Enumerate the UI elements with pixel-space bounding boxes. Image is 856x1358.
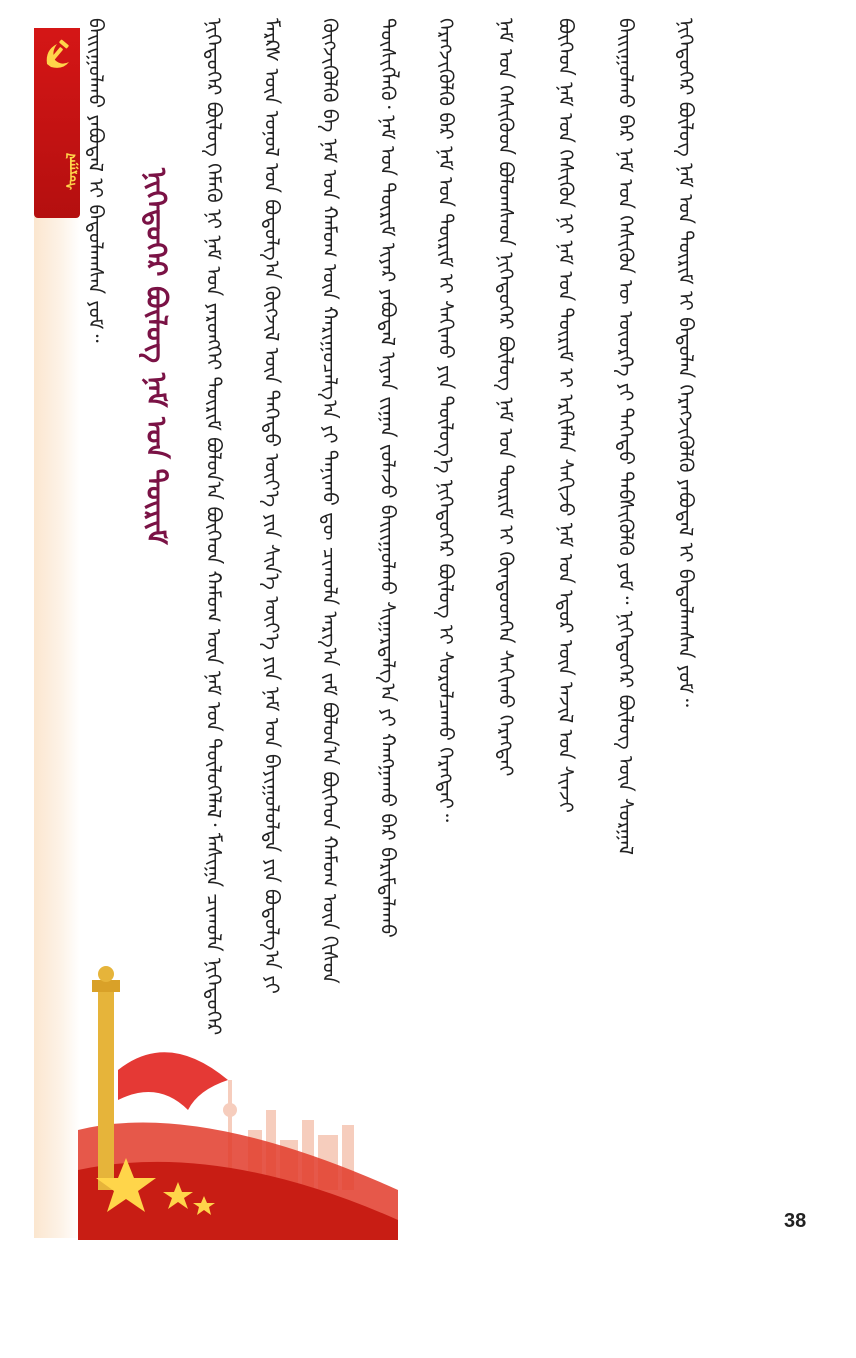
page-title: ᠨᠢᠭᠡᠳᠦᠭᠡᠷ ᠪᠦᠯᠦᠭ ᠨᠠᠮ ᠤᠨ ᠳᠦᠷᠢᠮ bbox=[140, 168, 173, 545]
text-column: ᠨᠠᠮ ᠤᠨ ᠭᠡᠰᠢᠭᠦᠳ ᠪᠣᠯᠤᠭᠰᠠᠳ ᠨᠢᠭᠡᠳᠦᠭᠡᠷ ᠪᠦᠯᠦᠭ ᠨᠠᠮ ᠤᠨ ᠳᠦᠷᠢᠮ ᠢ ᠬᠦᠨᠳᠦᠳᠬᠡᠨ ᠰᠠᠬᠢᠬᠤ ᠬᠡᠷᠡᠭᠲᠡᠢ bbox=[494, 18, 518, 777]
text-column: ᠨᠢᠭᠡᠳᠦᠭᠡᠷ ᠪᠦᠯᠦᠭ ᠨᠠᠮ ᠤᠨ ᠳᠦᠷᠢᠮ ᠢ ᠪᠠᠲᠤᠯᠠᠨ ᠬᠡᠷᠡᠭᠵᠢᠭᠦᠯᠬᠦ ᠶᠠᠪᠤᠳᠠᠯ ᠢ ᠪᠠᠲᠤᠯᠠᠭᠰᠠᠨ ᠶᠤᠮ᠃ bbox=[674, 18, 698, 707]
header-tab-label: ᠰᠤᠷᠭᠠᠯ bbox=[65, 152, 80, 190]
text-column: ᠪᠥᠭᠡᠳ ᠨᠠᠮ ᠤᠨ ᠭᠡᠰᠢᠭᠦᠨ ᠨᠢ ᠨᠠᠮ ᠤᠨ ᠳᠦᠷᠢᠮ ᠢ ᠡᠷᠬᠢᠮᠯᠡᠨ ᠰᠠᠬᠢᠵᠤ ᠨᠠᠮ ᠤᠨ ᠡᠳᠦᠷ ᠦᠨ ᠠᠵᠢᠯ ᠤᠨ ᠰᠢᠨᠵᠢ bbox=[554, 18, 578, 813]
text-column: ᠬᠥᠭᠵᠢᠭᠦᠯᠬᠦ ᠪᠠ ᠨᠠᠮ ᠤᠨ ᠬᠠᠮᠤᠭ ᠦᠨ ᠬᠠᠷᠢᠭᠤᠴᠠᠯᠭ᠎ᠠ ᠶᠢ ᠲᠠᠨᠢᠬᠤ ᠳᠦ ᠴᠢᠬᠤᠯᠠ ᠠᠷᠭ᠎ᠠ ᠵᠠᠮ ᠪᠣᠯᠤᠨ᠎ᠠ ᠪᠥᠭᠡᠳ ᠬᠠᠮᠤᠭ ᠦᠨ ᠭᠢᠰᠦᠨ bbox=[318, 18, 342, 984]
text-column: ᠲᠦᠰᠢᠭᠯᠡᠬᠦ᠂ ᠨᠠᠮ ᠤᠨ ᠳᠦᠷᠢᠮ ᠢᠶᠡᠷ ᠶᠠᠪᠤᠳᠠᠯ ᠢᠶᠠᠨ ᠵᠢᠭᠠᠨ ᠵᠤᠯᠠᠵᠤ ᠪᠠᠢᠢᠭᠤᠯᠬᠤ ᠰᠢᠭᠠᠷᠳᠠᠯᠭ᠎ᠠ ᠶᠢ ᠬᠠᠩᠭᠠᠬᠤ ᠪᠠᠷ ᠪᠠᠷᠢᠮᠲᠠᠯᠠᠬᠤ bbox=[376, 18, 400, 938]
text-column: ᠪᠠᠢᠢᠭᠤᠯᠬᠤ ᠪᠠᠷ ᠨᠠᠮ ᠤᠨ ᠭᠡᠰᠢᠭᠦᠨ ᠦ ᠦᠦᠷᠭᠡ ᠶᠢ ᠳᠡᠭᠡᠳᠦ ᠳᠡᠪᠰᠢᠭᠦᠯᠬᠦ ᠶᠤᠮ᠃ ᠨᠢᠭᠡᠳᠦᠭᠡᠷ ᠪᠦᠯᠦᠭ ᠦᠨ ᠰᠤᠷᠭᠠᠯ bbox=[614, 18, 638, 856]
body-text-area bbox=[86, 18, 806, 1208]
text-column: ᠮᠠᠷᠺᠰ ᠦᠨ ᠣᠨᠣᠯ ᠤᠨ ᠪᠣᠳᠤᠯᠭ᠎ᠠ ᠬᠥᠭᠵᠢᠯ ᠦᠨ ᠳᠡᠭᠡᠳᠦ ᠦᠶ᠎ᠡ ᠶᠢᠨ ᠰᠢᠨ᠎ᠡ ᠦᠶ᠎ᠡ ᠶᠢᠨ ᠨᠠᠮ ᠤᠨ ᠪᠠᠶᠢᠭᠤᠯᠤᠯᠲᠠ ᠶᠢᠨ ᠪᠣᠳᠤᠯᠭ᠎ᠠ ᠶᠢ bbox=[260, 18, 284, 994]
hammer-sickle-icon bbox=[39, 36, 75, 72]
text-column: ᠬᠡᠷᠡᠭᠵᠢᠭᠦᠯᠬᠦ ᠪᠠᠷ ᠨᠠᠮ ᠤᠨ ᠳᠦᠷᠢᠮ ᠢ ᠰᠠᠬᠢᠬᠤ ᠶᠢᠨ ᠲᠥᠯᠥᠭ᠎ᠡ ᠨᠢᠭᠡᠳᠦᠭᠡᠷ ᠪᠦᠯᠦᠭ ᠢ ᠰᠤᠷᠤᠯᠴᠠᠬᠤ ᠬᠡᠷᠡᠭᠲᠡᠢ᠃ bbox=[434, 18, 458, 823]
page-number: 38 bbox=[784, 1210, 807, 1232]
text-column: ᠪᠠᠢᠢᠭᠤᠯᠬᠤ ᠶᠠᠪᠤᠳᠠᠯ ᠢ ᠪᠠᠲᠤᠯᠠᠭᠰᠠᠨ ᠶᠤᠮ᠃ bbox=[84, 18, 108, 343]
text-column: ᠨᠢᠭᠡᠳᠦᠭᠡᠷ ᠪᠦᠯᠦᠭ ᠬᠡᠮᠡᠬᠦ ᠨᠢ ᠨᠠᠮ ᠤᠨ ᠶᠡᠷᠦᠩᠬᠡᠢ ᠳᠦᠷᠢᠮ ᠪᠣᠯᠤᠨ᠎ᠠ ᠪᠥᠭᠡᠳ ᠬᠠᠮᠤᠭ ᠦᠨ ᠨᠠᠮ ᠤᠨ ᠲᠥᠯᠦᠭᠡᠯᠡᠯ᠂ ᠮᠠᠰᠢᠭᠠ ᠴᠢᠬᠤᠯᠠ ᠨᠢᠭᠡᠳᠦᠭᠡᠷ bbox=[202, 18, 226, 1036]
